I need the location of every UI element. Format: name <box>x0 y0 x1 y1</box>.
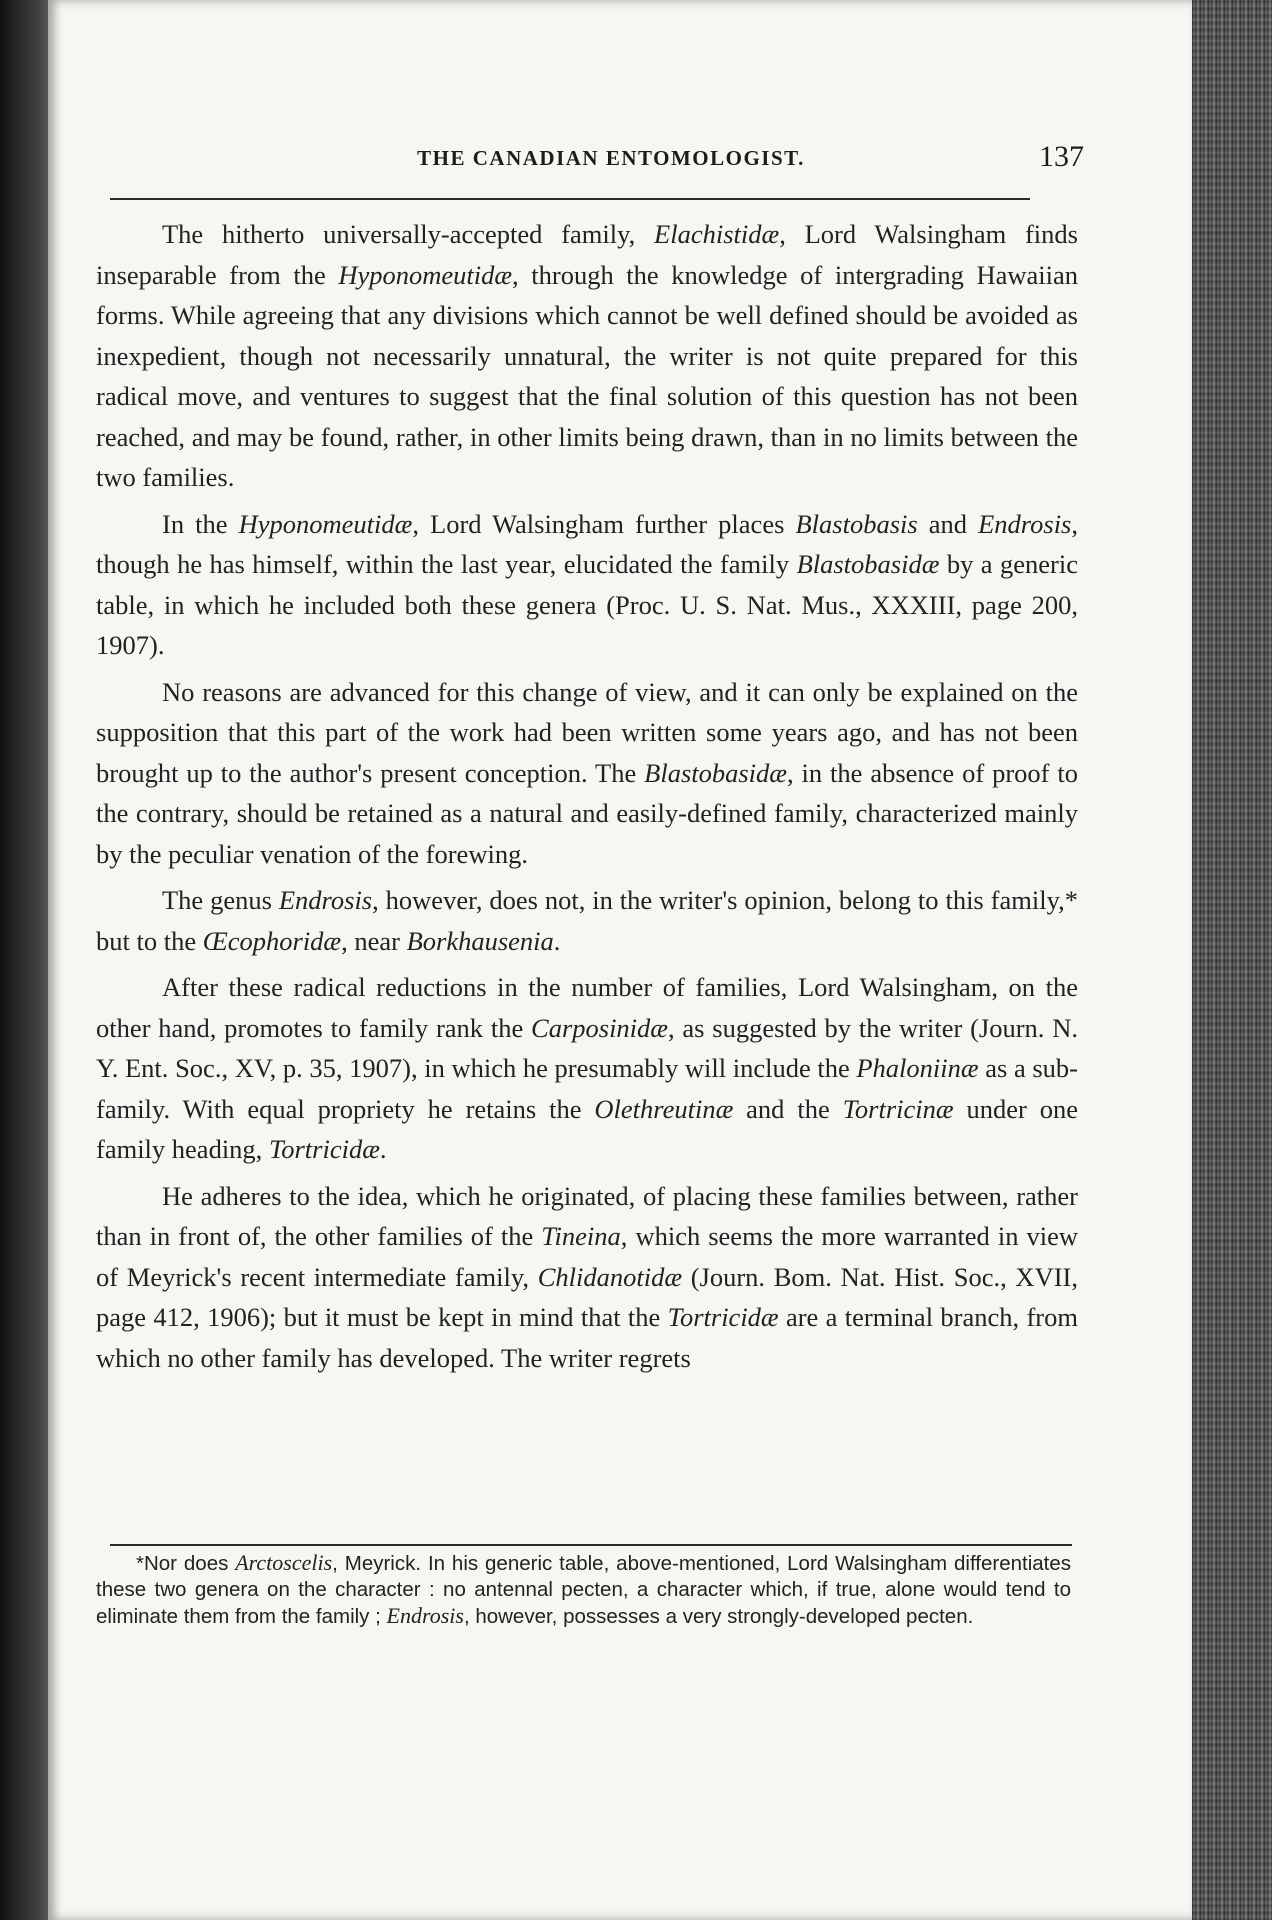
italic-term: Hyponomeutidæ <box>238 508 413 539</box>
document-page <box>48 0 1192 1920</box>
text-run: *Nor does <box>136 1552 236 1575</box>
journal-title: THE CANADIAN ENTOMOLOGIST. <box>417 146 805 170</box>
italic-term: Endrosis <box>386 1603 464 1628</box>
header-rule <box>110 198 1030 200</box>
text-run: In the <box>162 508 239 539</box>
page-number: 137 <box>1039 140 1084 173</box>
footnote-rule <box>110 1544 1072 1546</box>
footnote <box>96 1550 1071 1630</box>
footnote-paragraph <box>96 1550 1071 1630</box>
text-run: , Lord Walsingham finds inseparable from the <box>96 219 1078 290</box>
italic-term: Chlidanotidæ <box>537 1261 683 1292</box>
italic-term: Blastobasis <box>795 508 918 539</box>
body-paragraph <box>96 672 1078 875</box>
text-run: , as suggested by the writer (Journ. N. Y. Ent. Soc., XV, p. 35, 1907), in which he presumably will include the <box>96 1012 1078 1083</box>
text-run: , though he has himself, within the last year, elucidated the family <box>96 508 1078 579</box>
text-run: (Journ. Bom. Nat. Hist. Soc., XVII, page 412, 1906); but it must be kept in mind that the <box>96 1261 1078 1332</box>
text-run: The genus <box>162 885 279 915</box>
italic-term: Endrosis <box>278 885 373 915</box>
italic-term: Olethreutinæ <box>594 1093 734 1124</box>
italic-term: Tineina <box>541 1221 621 1251</box>
italic-term: Hyponomeutidæ <box>338 259 513 290</box>
italic-term: Arctoscelis <box>235 1550 333 1575</box>
body-paragraph <box>96 504 1078 666</box>
text-run: , however, does not, in the writer's opinion, belong to this family,* but to the <box>96 885 1078 956</box>
italic-term: Tortricidæ <box>268 1134 380 1164</box>
text-run: as a sub-family. With equal propriety he retains the <box>96 1053 1078 1124</box>
text-run: , in the absence of proof to the contrary, should be retained as a natural and easily-defined family, characterized mainly by the peculiar venation of the forewing. <box>96 757 1078 869</box>
italic-term: Blastobasidæ <box>644 757 787 788</box>
italic-term: Elachistidæ <box>654 219 780 249</box>
text-run: . <box>379 1134 387 1164</box>
italic-term: Tortricinæ <box>842 1093 954 1124</box>
italic-term: Blastobasidæ <box>796 549 940 579</box>
text-run: , Meyrick. In his generic table, above-mentioned, Lord Walsingham differentiates these two genera on the character : no antennal pecten, a character which, if true, alone would tend to eliminate them from the family ; <box>96 1552 1071 1628</box>
text-run: under one family heading, <box>96 1093 1078 1164</box>
text-run: by a generic table, in which he included both these genera (Proc. U. S. Nat. Mus., XXXIII, page 200, 1907). <box>96 549 1078 660</box>
text-run: The hitherto universally-accepted family, <box>162 219 655 249</box>
scan-right-edge <box>1192 0 1272 1920</box>
italic-term: Tortricidæ <box>667 1302 779 1332</box>
text-run: . <box>553 925 561 956</box>
scan-left-edge <box>0 0 48 1920</box>
body-paragraph <box>96 880 1078 961</box>
text-run: He adheres to the idea, which he originated, of placing these families between, rather than in front of, the other families of the <box>96 1180 1078 1251</box>
text-run: and <box>917 508 979 539</box>
italic-term: Carposinidæ <box>531 1012 668 1043</box>
italic-term: Endrosis <box>978 508 1072 539</box>
italic-term: Œcophoridæ <box>202 925 342 956</box>
body-paragraph <box>96 214 1078 498</box>
body-text <box>96 214 1078 1384</box>
italic-term: Borkhausenia <box>406 925 554 956</box>
text-run: , however, possesses a very strongly-developed pecten. <box>463 1605 974 1628</box>
text-run: are a terminal branch, from which no other family has developed. The writer regrets <box>96 1302 1078 1373</box>
text-run: , which seems the more warranted in view of Meyrick's recent intermediate family, <box>96 1221 1078 1292</box>
body-paragraph <box>96 967 1078 1170</box>
body-paragraph <box>96 1176 1078 1379</box>
text-run: After these radical reductions in the number of families, Lord Walsingham, on the other hand, promotes to family rank the <box>96 972 1078 1043</box>
text-run: , Lord Walsingham further places <box>412 508 796 539</box>
text-run: and the <box>733 1093 843 1124</box>
running-head <box>138 140 1084 184</box>
italic-term: Phaloniinæ <box>856 1053 979 1083</box>
text-run: , near <box>341 925 407 956</box>
text-run: No reasons are advanced for this change of view, and it can only be explained on the supposition that this part of the work had been written some years ago, and has not been brought up to the author's present conception. The <box>96 676 1078 788</box>
text-run: , through the knowledge of intergrading Hawaiian forms. While agreeing that any divisions which cannot be well defined should be avoided as inexpedient, though not necessarily unnatural, the writer is not quite prepared for this radical move, and ventures to suggest that the final solution of this question has not been reached, and may be found, rather, in other limits being drawn, than in no limits between the two families. <box>96 259 1078 492</box>
